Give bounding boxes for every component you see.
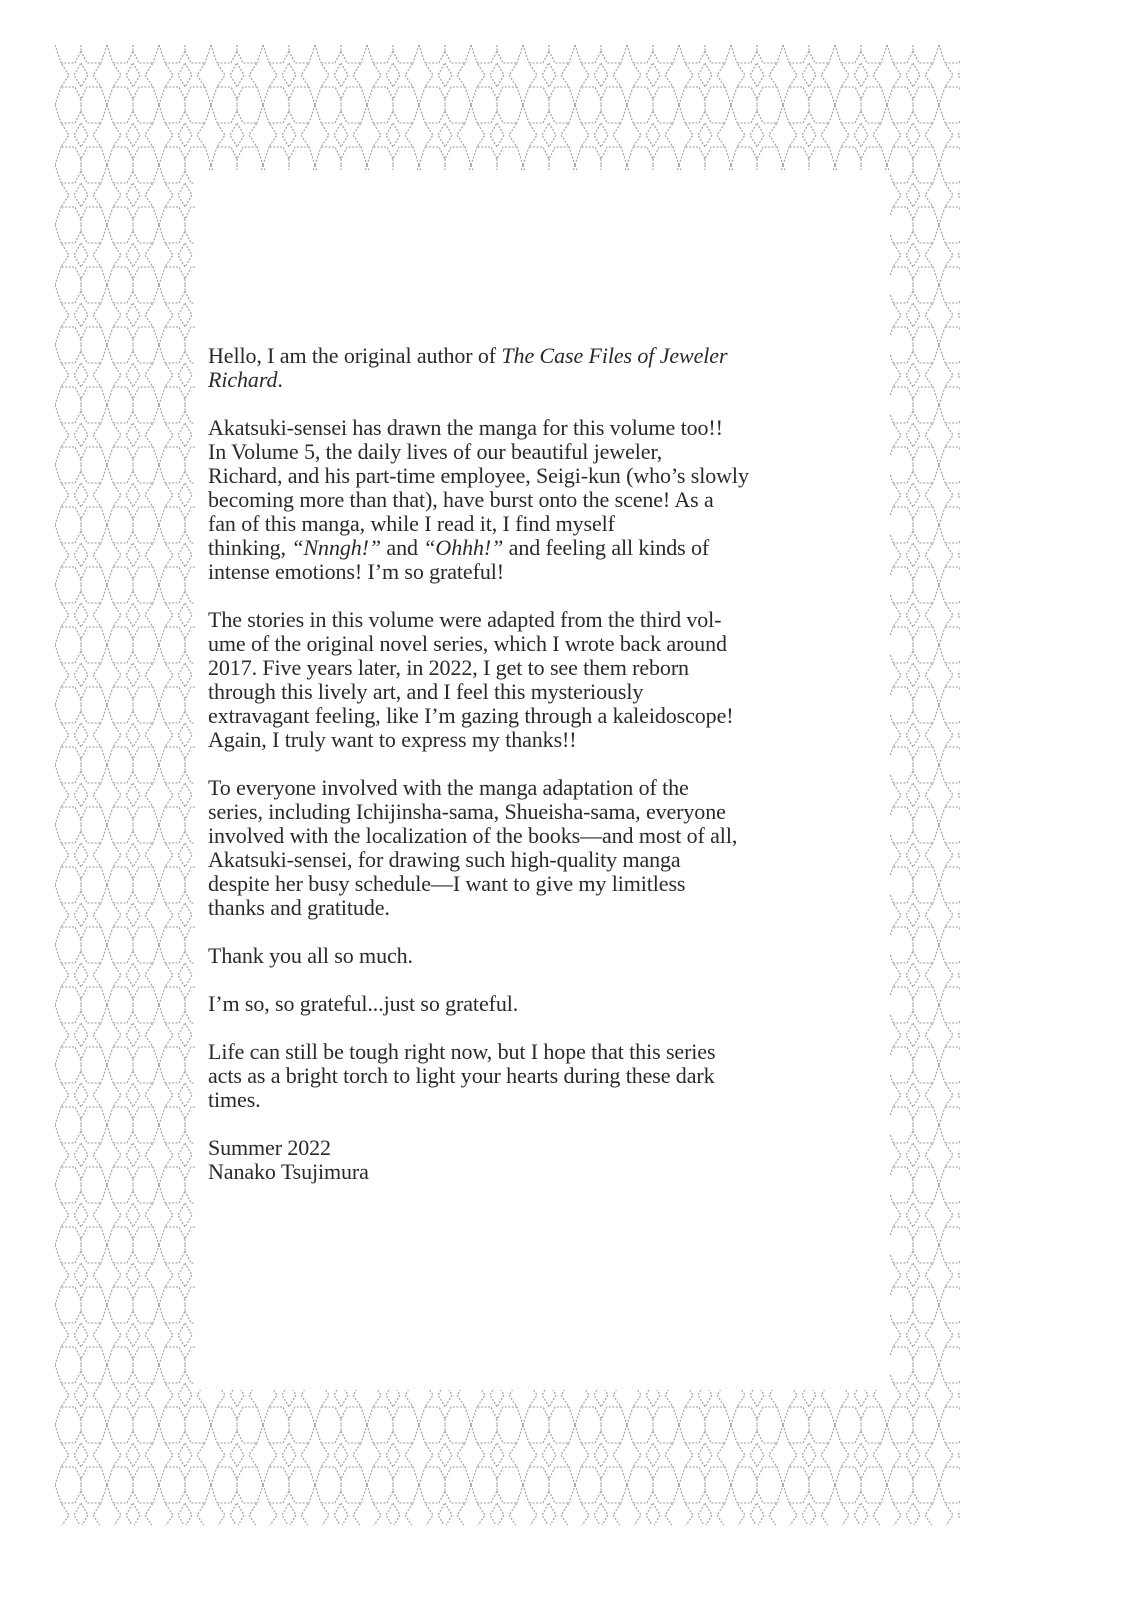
paragraph-stories — [208, 608, 820, 752]
signature-block — [208, 1136, 820, 1184]
text-line: series, including Ichijinsha-sama, Shueisha-sama, everyone — [208, 799, 726, 824]
text-segment: thinking, — [208, 535, 292, 560]
text-line: becoming more than that), have burst onto the scene! As a — [208, 487, 714, 512]
text-line: ume of the original novel series, which I wrote back around — [208, 631, 727, 656]
text-line: In Volume 5, the daily lives of our beautiful jeweler, — [208, 439, 663, 464]
text-line: To everyone involved with the manga adaptation of the — [208, 775, 689, 800]
text-line: Akatsuki-sensei has drawn the manga for this volume too!! — [208, 415, 723, 440]
text-line: 2017. Five years later, in 2022, I get to see them reborn — [208, 655, 689, 680]
text-line: Richard, and his part-time employee, Seigi-kun (who’s slowly — [208, 463, 749, 488]
signature-date: Summer 2022 — [208, 1135, 331, 1160]
text-line: through this lively art, and I feel this mysteriously — [208, 679, 644, 704]
text-line: Akatsuki-sensei, for drawing such high-quality manga — [208, 847, 681, 872]
text-line: Again, I truly want to express my thanks!! — [208, 727, 577, 752]
text-line: The stories in this volume were adapted from the third vol- — [208, 607, 722, 632]
text-line: acts as a bright torch to light your hearts during these dark — [208, 1063, 715, 1088]
exclamation-quote: “Ohhh!” — [423, 535, 504, 560]
paragraph-thank-you: Thank you all so much. — [208, 943, 413, 968]
text-line: extravagant feeling, like I’m gazing through a kaleidoscope! — [208, 703, 734, 728]
greeting-text: Hello, I am the original author of — [208, 343, 502, 368]
paragraph-greeting — [208, 344, 820, 392]
exclamation-quote: “Nnngh!” — [291, 535, 382, 560]
book-title: The Case Files of Jeweler — [501, 343, 728, 368]
paragraph-hope — [208, 1040, 820, 1112]
greeting-end: . — [277, 367, 283, 392]
signature-name: Nanako Tsujimura — [208, 1159, 369, 1184]
text-line: intense emotions! I’m so grateful! — [208, 559, 504, 584]
text-line: involved with the localization of the books—and most of all, — [208, 823, 738, 848]
text-line: times. — [208, 1087, 261, 1112]
text-segment: and feeling all kinds of — [503, 535, 710, 560]
paragraph-thanks-everyone — [208, 776, 820, 920]
text-segment: and — [381, 535, 424, 560]
text-line: despite her busy schedule—I want to give my limitless — [208, 871, 686, 896]
paragraph-grateful: I’m so, so grateful...just so grateful. — [208, 991, 519, 1016]
paragraph-volume — [208, 416, 820, 584]
text-line: fan of this manga, while I read it, I find myself — [208, 511, 615, 536]
book-title-cont: Richard — [208, 367, 278, 392]
text-line: Life can still be tough right now, but I hope that this series — [208, 1039, 716, 1064]
text-line: thanks and gratitude. — [208, 895, 390, 920]
author-afterword — [208, 344, 820, 1184]
